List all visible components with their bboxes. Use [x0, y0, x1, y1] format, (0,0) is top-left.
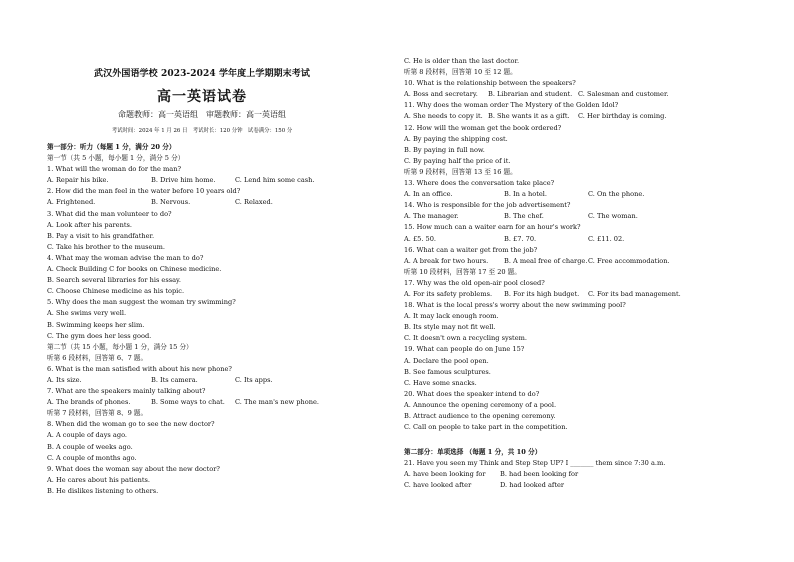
question-stem: 18. What is the local press's worry about the new swimming pool?: [404, 301, 626, 310]
option: B. For its high budget.: [504, 289, 580, 298]
option: C. Take his brother to the museum.: [47, 242, 166, 251]
question-options: [47, 397, 319, 408]
option: C. Its apps.: [235, 375, 273, 384]
option: B. Nervous.: [151, 198, 191, 207]
teachers-line: 命题教师：高一英语组 审题教师：高一英语组: [118, 110, 286, 119]
option: B. £7. 70.: [504, 234, 537, 243]
left-column: [47, 142, 319, 497]
option: B. Librarian and student.: [488, 90, 573, 99]
exam-header-title: 武汉外国语学校 2023-2024 学年度上学期期末考试: [94, 69, 310, 79]
option: B. She wants it as a gift.: [488, 112, 570, 121]
question-options: [47, 175, 319, 186]
option: A. A couple of days ago.: [47, 431, 128, 440]
section-heading: 第二部分：单项选择 （每题 1 分，共 10 分）: [404, 448, 542, 456]
option: B. Swimming keeps her slim.: [47, 320, 145, 329]
option: C. It doesn't own a recycling system.: [404, 334, 527, 343]
option: C. Choose Chinese medicine as his topic.: [47, 287, 185, 296]
right-column: [404, 56, 681, 433]
option: C. The woman.: [588, 212, 638, 221]
option: B. Pay a visit to his grandfather.: [47, 231, 155, 240]
section-heading: 第一部分：听力（每题 1 分，满分 20 分）: [47, 143, 176, 151]
option: C. £11. 02.: [588, 234, 625, 243]
exam-info-line: 考试时间：2024 年 1 月 26 日 考试时长：120 分钟 试卷满分：150 分: [111, 128, 293, 134]
option: A. Boss and secretary.: [404, 90, 478, 99]
question-options: [404, 469, 665, 480]
question-stem: 5. Why does the man suggest the woman try swimming?: [47, 298, 236, 307]
question-stem: 1. What will the woman do for the man?: [47, 165, 181, 174]
question-stem: 9. What does the woman say about the new doctor?: [47, 464, 220, 473]
question-stem: 15. How much can a waiter earn for an hour's work?: [404, 223, 581, 232]
option: C. He is older than the last doctor.: [404, 57, 520, 65]
question-options: [404, 211, 681, 222]
option: C. The gym does her less good.: [47, 331, 152, 340]
question-options: [404, 480, 665, 491]
option: B. Drive him home.: [151, 176, 216, 185]
question-stem: 10. What is the relationship between the speakers?: [404, 79, 576, 88]
material-instruction: 听第 6 段材料，回答第 6、7 题。: [47, 353, 148, 362]
option: B. Some ways to chat.: [151, 398, 225, 407]
option: C. The man's new phone.: [235, 398, 319, 407]
option: A. The manager.: [404, 212, 459, 221]
option: C. have looked after: [404, 481, 472, 490]
question-stem: 19. What can people do on June 15?: [404, 345, 525, 354]
option: C. Relaxed.: [235, 198, 273, 207]
option: A. £5. 50.: [404, 234, 437, 243]
option: A. He cares about his patients.: [47, 475, 150, 484]
question-stem: 20. What does the speaker intend to do?: [404, 389, 540, 398]
option: A. have been looking for: [404, 470, 486, 479]
question-options: [404, 256, 681, 267]
question-stem: 11. Why does the woman order The Mystery of the Golden Idol?: [404, 101, 619, 110]
option: C. Her birthday is coming.: [578, 112, 667, 121]
option: B. The chef.: [504, 212, 544, 221]
question-stem: 14. Who is responsible for the job advertisement?: [404, 201, 571, 210]
option: A. Declare the pool open.: [404, 356, 489, 365]
question-stem: 4. What may the woman advise the man to do?: [47, 253, 204, 262]
option: B. Its camera.: [151, 375, 198, 384]
part2-block: [404, 447, 665, 491]
question-stem: 7. What are the speakers mainly talking about?: [47, 387, 206, 396]
material-instruction: 听第 10 段材料，回答第 17 至 20 题。: [404, 267, 521, 276]
question-options: [404, 234, 681, 245]
option: C. On the phone.: [588, 190, 645, 199]
option: A. Its size.: [47, 375, 82, 384]
option: C. Call on people to take part in the competition.: [404, 423, 568, 432]
question-stem: 16. What can a waiter get from the job?: [404, 245, 538, 254]
subject-title: 高一英语试卷: [157, 89, 247, 105]
option: B. Attract audience to the opening ceremony.: [404, 412, 556, 420]
option: A. For its safety problems.: [404, 289, 493, 298]
option: B. Its style may not fit well.: [404, 323, 496, 332]
option: C. For its bad management.: [588, 289, 681, 298]
option: C. By paying half the price of it.: [404, 156, 511, 165]
question-stem: 13. Where does the conversation take place?: [404, 179, 555, 188]
option: B. had been looking for: [500, 470, 579, 479]
question-stem: 2. How did the man feel in the water before 10 years old?: [47, 187, 241, 196]
option: A. Check Building C for books on Chinese medicine.: [47, 265, 222, 274]
question-stem: 12. How will the woman get the book ordered?: [404, 123, 562, 132]
question-stem: 21. Have you seen my Think and Step Step UP? I _______ them since 7:30 a.m.: [404, 459, 666, 468]
option: A. Frightened.: [47, 198, 96, 207]
section-subheading: 第一节（共 5 小题，每小题 1 分，满分 5 分）: [47, 154, 185, 163]
option: B. In a hotel.: [504, 190, 547, 199]
question-stem: 6. What is the man satisfied with about his new phone?: [47, 364, 232, 373]
option: B. By paying in full now.: [404, 145, 485, 154]
option: D. had looked after: [500, 481, 565, 490]
option: A. It may lack enough room.: [404, 312, 499, 321]
option: A. She needs to copy it.: [404, 112, 483, 121]
question-stem: 17. Why was the old open-air pool closed?: [404, 278, 545, 287]
option: A. By paying the shipping cost.: [404, 134, 508, 143]
option: C. Salesman and customer.: [578, 90, 669, 99]
material-instruction: 听第 9 段材料，回答第 13 至 16 题。: [404, 167, 517, 176]
question-options: [47, 375, 319, 386]
option: A. A break for two hours.: [404, 256, 489, 265]
section-subheading: 第二节（共 15 小题，每小题 1 分，满分 15 分）: [47, 342, 193, 351]
material-instruction: 听第 8 段材料，回答第 10 至 12 题。: [404, 68, 517, 77]
option: A. The brands of phones.: [47, 398, 131, 407]
option: A. Announce the opening ceremony of a pool.: [404, 400, 557, 409]
question-options: [404, 89, 681, 100]
option: B. A meal free of charge.: [504, 256, 588, 265]
question-options: [404, 111, 681, 122]
option: C. Lend him some cash.: [235, 176, 315, 185]
option: A. Repair his bike.: [47, 176, 109, 185]
option: A. She swims very well.: [47, 309, 127, 318]
question-stem: 3. What did the man volunteer to do?: [47, 209, 172, 218]
option: B. He dislikes listening to others.: [47, 486, 159, 495]
option: B. A couple of weeks ago.: [47, 442, 133, 451]
option: A. In an office.: [404, 190, 453, 199]
option: B. See famous sculptures.: [404, 367, 491, 376]
question-options: [47, 197, 319, 208]
question-stem: 8. When did the woman go to see the new doctor?: [47, 420, 215, 429]
question-options: [404, 189, 681, 200]
option: C. Have some snacks.: [404, 378, 477, 387]
material-instruction: 听第 7 段材料，回答第 8、9 题。: [47, 409, 148, 418]
option: A. Look after his parents.: [47, 220, 132, 229]
option: B. Search several libraries for his essay.: [47, 276, 181, 285]
option: C. A couple of months ago.: [47, 453, 137, 462]
option: C. Free accommodation.: [588, 256, 670, 265]
question-options: [404, 289, 681, 300]
